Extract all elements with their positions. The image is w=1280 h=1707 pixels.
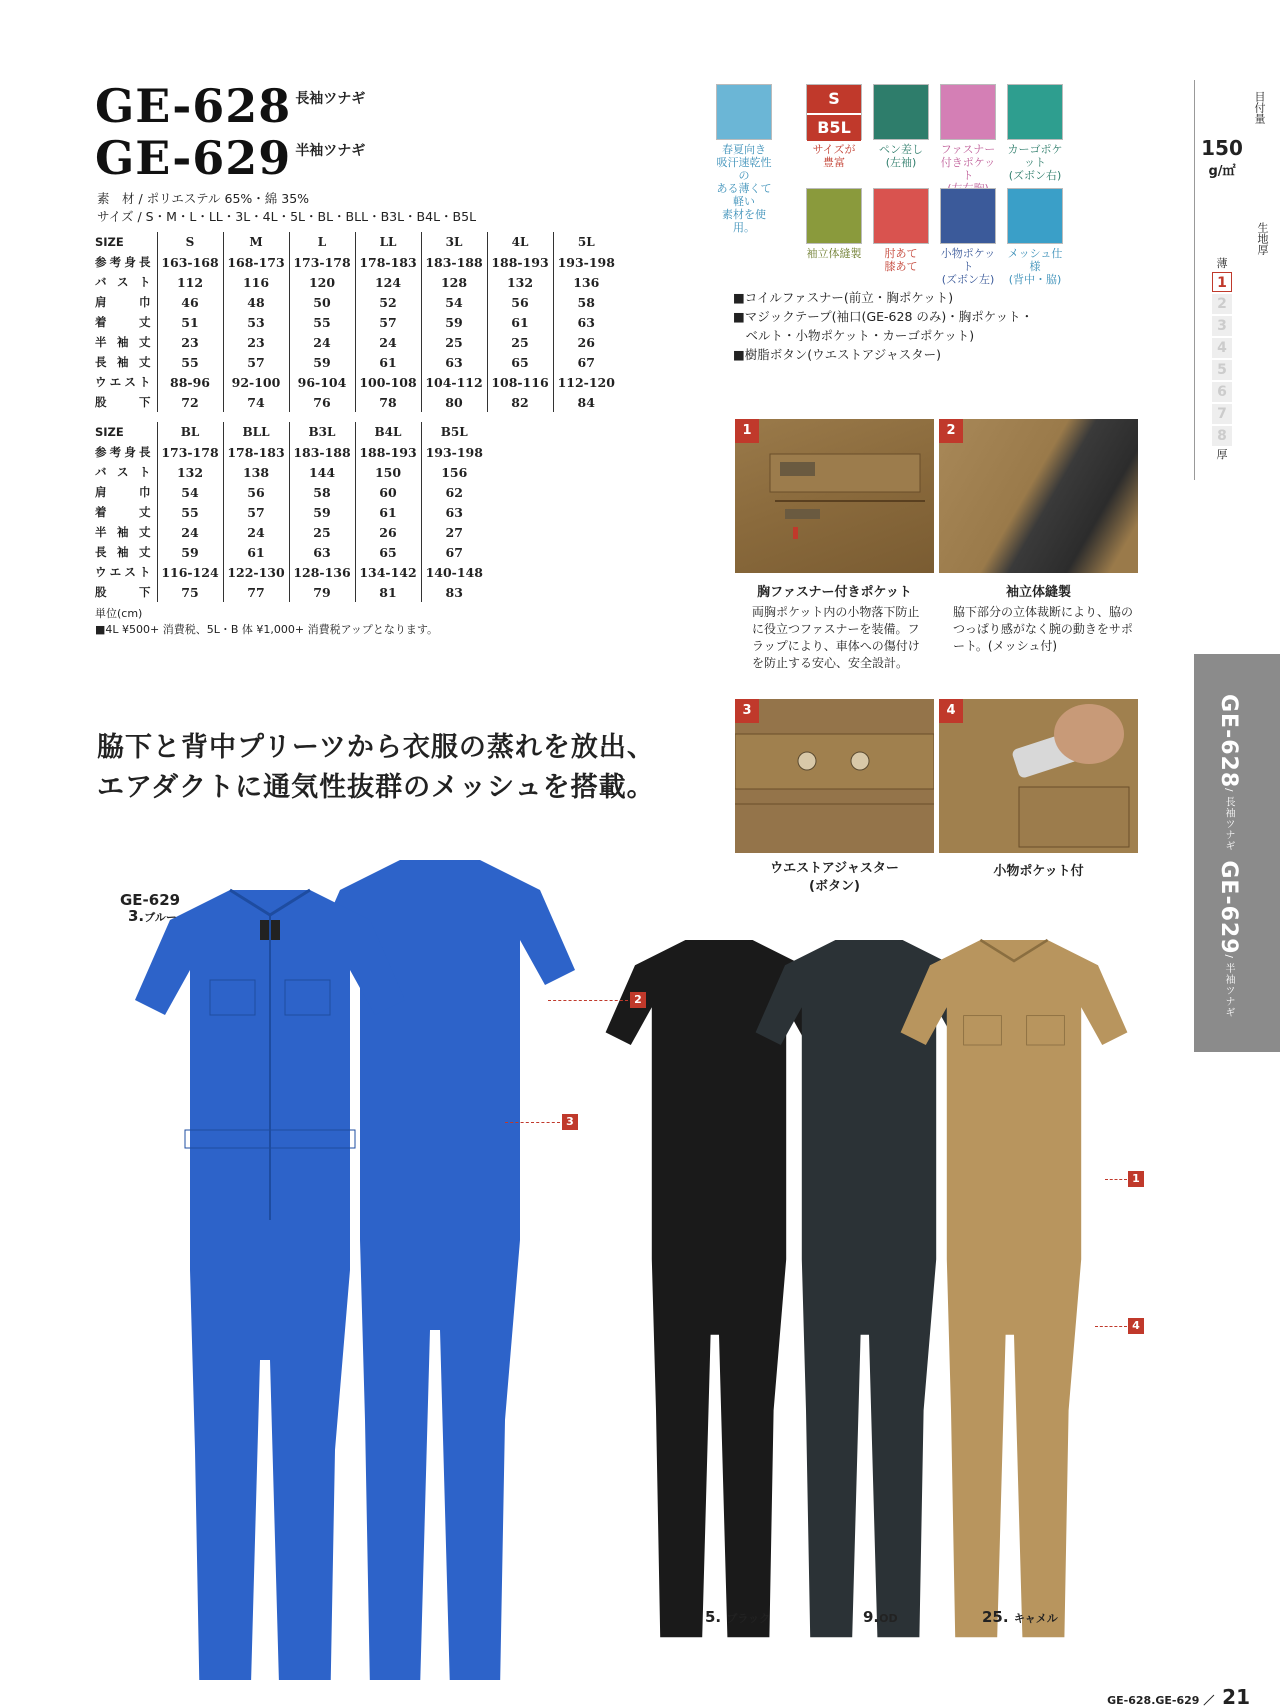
- size-cell: 188-193: [355, 442, 421, 462]
- size-cell: 3L: [421, 232, 487, 252]
- size-cell: 61: [355, 352, 421, 372]
- size-cell: 178-183: [223, 442, 289, 462]
- size-cell: 57: [355, 312, 421, 332]
- size-row: [95, 292, 619, 312]
- size-table-big: [95, 422, 487, 602]
- size-cell: 96-104: [289, 372, 355, 392]
- footer-slash: ／: [1203, 1694, 1215, 1707]
- callout-3: 3: [562, 1114, 578, 1130]
- unit-note: 単位(cm): [95, 607, 143, 620]
- tab-model: GE-629: [1216, 860, 1241, 955]
- callout-2: 2: [630, 992, 646, 1008]
- size-row: [95, 502, 487, 522]
- size-cell: 4L: [487, 232, 553, 252]
- size-cell: 144: [289, 462, 355, 482]
- size-cell: 57: [223, 502, 289, 522]
- thickness-level: 4: [1212, 338, 1232, 358]
- detail-desc: 両胸ポケット内の小物落下防止に役立つファスナーを装備。フラップにより、車体への傷付けを防止する安心、安全設計。: [752, 605, 920, 670]
- icon-caption: ペン差し (左袖): [879, 143, 923, 169]
- size-row-label: 長袖丈: [95, 545, 151, 559]
- size-row-label: 肩 巾: [95, 295, 151, 309]
- garments-illustration: [90, 860, 1190, 1680]
- size-cell: 25: [421, 332, 487, 352]
- size-cell: 57: [223, 352, 289, 372]
- page-footer: [1107, 1685, 1250, 1707]
- size-range-icon: [806, 84, 862, 140]
- detail-number: 2: [939, 419, 963, 443]
- detail-photo-sleeve: [939, 419, 1138, 573]
- size-cell: 150: [355, 462, 421, 482]
- size-b5l-label: B5L: [807, 115, 861, 141]
- size-row: [95, 562, 487, 582]
- detail-title: ウエストアジャスター (ボタン): [770, 861, 899, 894]
- icon-caption: 肘あて 膝あて: [884, 247, 918, 273]
- tab-model: GE-628: [1216, 694, 1241, 789]
- size-cell: 53: [223, 312, 289, 332]
- size-cell: 72: [157, 392, 223, 412]
- size-cell: 67: [553, 352, 619, 372]
- waist-adjuster-illustration: [735, 699, 934, 853]
- feature-item: ベルト・小物ポケット・カーゴポケット): [733, 328, 975, 343]
- size-row-label: 股 下: [95, 395, 151, 409]
- size-cell: 138: [223, 462, 289, 482]
- size-row: [95, 582, 487, 602]
- size-cell: 193-198: [421, 442, 487, 462]
- icon-caption: メッシュ仕様 (背中・脇): [1007, 247, 1063, 286]
- main-model-label: [120, 892, 180, 926]
- thickness-level: 7: [1212, 404, 1232, 424]
- detail-desc: 脇下部分の立体裁断により、脇のつっぱり感がなく腕の動きをサポート。(メッシュ付): [953, 605, 1134, 653]
- size-cell: 48: [223, 292, 289, 312]
- size-cell: 79: [289, 582, 355, 602]
- icon-caption: 春夏向き 吸汗速乾性の ある薄くて軽い 素材を使用。: [716, 143, 772, 234]
- size-cell: 59: [289, 502, 355, 522]
- detail-number: 4: [939, 699, 963, 723]
- zipper-pocket-icon: [940, 84, 996, 140]
- size-row: [95, 462, 487, 482]
- size-cell: 74: [223, 392, 289, 412]
- size-row: [95, 252, 619, 272]
- spring-summer-feature: [714, 84, 774, 234]
- garment-black: [606, 940, 833, 1637]
- size-row-label: バスト: [95, 275, 151, 289]
- color-name: ブラック: [726, 1612, 771, 1625]
- callout-1: 1: [1128, 1171, 1144, 1187]
- detail-photo-small-pocket: [939, 699, 1138, 853]
- cargo-pocket-feature: [1005, 84, 1065, 182]
- 3d-sleeve-icon: [806, 188, 862, 244]
- color-name: OD: [879, 1612, 898, 1625]
- size-cell: 163-168: [157, 252, 223, 272]
- size-cell: 63: [289, 542, 355, 562]
- size-cell: 156: [421, 462, 487, 482]
- thickness-level: 5: [1212, 360, 1232, 380]
- thickness-label: 生地厚: [1256, 221, 1269, 255]
- size-cell: 77: [223, 582, 289, 602]
- size-range-feature: [804, 84, 864, 169]
- model-tab-text: [1216, 694, 1241, 1018]
- size-cell: 80: [421, 392, 487, 412]
- size-cell: 122-130: [223, 562, 289, 582]
- size-cell: BLL: [223, 422, 289, 442]
- material-line: 素 材 / ポリエステル 65%・綿 35%: [97, 191, 310, 206]
- size-cell: 55: [157, 352, 223, 372]
- size-cell: 67: [421, 542, 487, 562]
- size-cell: 55: [289, 312, 355, 332]
- size-cell: 75: [157, 582, 223, 602]
- size-cell: 92-100: [223, 372, 289, 392]
- size-row: [95, 542, 487, 562]
- size-cell: 46: [157, 292, 223, 312]
- size-cell: 136: [553, 272, 619, 292]
- catch-line: エアダクトに通気性抜群のメッシュを搭載。: [97, 772, 655, 803]
- size-header-row: [95, 232, 619, 252]
- size-range-line: サイズ / S・M・L・LL・3L・4L・5L・BL・BLL・B3L・B4L・B5L: [97, 209, 477, 224]
- detail-title: 小物ポケット付: [993, 864, 1084, 879]
- size-cell: 100-108: [355, 372, 421, 392]
- size-cell: 26: [355, 522, 421, 542]
- size-cell: 132: [487, 272, 553, 292]
- pen-holder-feature: [871, 84, 931, 169]
- model-row-629: [95, 132, 365, 184]
- size-cell: 62: [421, 482, 487, 502]
- feature-item: ■マジックテープ(袖口(GE-628 のみ)・胸ポケット・: [733, 309, 1034, 324]
- callout-line: [1095, 1326, 1127, 1327]
- size-cell: 178-183: [355, 252, 421, 272]
- detail-title: 胸ファスナー付きポケット: [757, 585, 912, 600]
- size-cell: 128-136: [289, 562, 355, 582]
- model-number: GE-629: [95, 131, 292, 185]
- detail-number: 3: [735, 699, 759, 723]
- size-cell: 24: [223, 522, 289, 542]
- color-number: 3.: [128, 907, 145, 925]
- 3d-sleeve-feature: [804, 188, 864, 260]
- size-cell: 51: [157, 312, 223, 332]
- size-cell: 24: [355, 332, 421, 352]
- size-cell: S: [157, 232, 223, 252]
- spring-summer-icon: [716, 84, 772, 140]
- size-cell: 116-124: [157, 562, 223, 582]
- thin-label: 薄: [1216, 257, 1228, 270]
- catch-line: 脇下と背中プリーツから衣服の蒸れを放出、: [97, 732, 655, 763]
- size-row: [95, 312, 619, 332]
- notes: [95, 606, 438, 638]
- size-cell: 59: [289, 352, 355, 372]
- elbow-knee-feature: [871, 188, 931, 273]
- size-row: [95, 332, 619, 352]
- size-row-label: 参考身長: [95, 255, 151, 269]
- size-cell: 88-96: [157, 372, 223, 392]
- footer-models: GE-628.GE-629: [1107, 1694, 1200, 1707]
- size-cell: 52: [355, 292, 421, 312]
- sidebar: [1195, 88, 1280, 461]
- size-cell: 23: [157, 332, 223, 352]
- size-cell: 60: [355, 482, 421, 502]
- size-cell: 56: [223, 482, 289, 502]
- color-label-black: [705, 1608, 770, 1626]
- color-label-camel: [982, 1608, 1058, 1626]
- size-cell: 188-193: [487, 252, 553, 272]
- page-number: 21: [1222, 1685, 1250, 1707]
- size-cell: 76: [289, 392, 355, 412]
- size-cell: L: [289, 232, 355, 252]
- thickness-level: 6: [1212, 382, 1232, 402]
- size-cell: 23: [223, 332, 289, 352]
- size-cell: 108-116: [487, 372, 553, 392]
- size-row-label: 半袖丈: [95, 525, 151, 539]
- size-cell: 193-198: [553, 252, 619, 272]
- size-cell: 112: [157, 272, 223, 292]
- size-cell: 61: [355, 502, 421, 522]
- detail-title: 袖立体縫製: [1005, 585, 1071, 600]
- detail-photo-chest-pocket: [735, 419, 934, 573]
- size-row: [95, 482, 487, 502]
- color-number: 25.: [982, 1608, 1009, 1626]
- size-cell: 63: [421, 502, 487, 522]
- size-cell: 58: [553, 292, 619, 312]
- color-name: ブルー: [144, 911, 177, 924]
- material-info: [97, 190, 476, 226]
- size-cell: 128: [421, 272, 487, 292]
- size-cell: B5L: [421, 422, 487, 442]
- thick-label: 厚: [1216, 448, 1228, 461]
- icon-caption: カーゴポケット (ズボン右): [1007, 143, 1063, 182]
- feature-item: ■樹脂ボタン(ウエストアジャスター): [733, 347, 941, 362]
- size-row: [95, 522, 487, 542]
- mesh-icon: [1007, 188, 1063, 244]
- size-s-label: S: [807, 85, 861, 113]
- size-cell: M: [223, 232, 289, 252]
- size-row-label: 長袖丈: [95, 355, 151, 369]
- small-pocket-feature: [938, 188, 998, 286]
- thickness-level: 8: [1212, 426, 1232, 446]
- mesh-feature: [1005, 188, 1065, 286]
- size-cell: 5L: [553, 232, 619, 252]
- model-subtitle: 長袖ツナギ: [295, 91, 366, 107]
- size-cell: 140-148: [421, 562, 487, 582]
- icon-caption: 小物ポケット (ズボン左): [940, 247, 996, 286]
- title-block: [95, 80, 365, 184]
- size-row-label: 着 丈: [95, 315, 151, 329]
- size-row-label: SIZE: [95, 425, 124, 439]
- size-cell: 82: [487, 392, 553, 412]
- chest-pocket-illustration: [735, 419, 934, 573]
- size-cell: BL: [157, 422, 223, 442]
- tab-subtitle: / 長袖ツナギ: [1223, 788, 1234, 852]
- size-cell: 83: [421, 582, 487, 602]
- color-number: 9.: [863, 1608, 880, 1626]
- thickness-scale: [1195, 272, 1280, 446]
- size-row-label: SIZE: [95, 235, 124, 249]
- size-cell: 25: [487, 332, 553, 352]
- size-cell: 63: [553, 312, 619, 332]
- size-cell: 54: [157, 482, 223, 502]
- feature-list: [733, 288, 1033, 364]
- thickness-level: 3: [1212, 316, 1232, 336]
- pen-holder-icon: [873, 84, 929, 140]
- size-cell: 183-188: [289, 442, 355, 462]
- color-name: キャメル: [1013, 1612, 1058, 1625]
- thickness-level: 1: [1212, 272, 1232, 292]
- size-cell: 61: [223, 542, 289, 562]
- weight-unit: g/㎡: [1208, 164, 1236, 179]
- size-cell: 59: [421, 312, 487, 332]
- detail-number: 1: [735, 419, 759, 443]
- size-cell: 78: [355, 392, 421, 412]
- size-row-label: 半袖丈: [95, 335, 151, 349]
- weight-label: 目付量: [1253, 90, 1266, 124]
- size-row: [95, 442, 487, 462]
- size-row: [95, 392, 619, 412]
- size-row: [95, 272, 619, 292]
- size-row-label: 着 丈: [95, 505, 151, 519]
- model-tab: [1194, 654, 1280, 1052]
- weight-value: 150: [1201, 136, 1243, 160]
- size-table-regular: [95, 232, 619, 412]
- detail-photo-waist: [735, 699, 934, 853]
- size-cell: 104-112: [421, 372, 487, 392]
- model-number: GE-628: [95, 79, 292, 133]
- color-number: 5.: [705, 1608, 722, 1626]
- size-cell: 81: [355, 582, 421, 602]
- model-row-628: [95, 80, 365, 132]
- size-cell: B3L: [289, 422, 355, 442]
- size-cell: 59: [157, 542, 223, 562]
- size-row: [95, 372, 619, 392]
- elbow-knee-icon: [873, 188, 929, 244]
- size-cell: 173-178: [289, 252, 355, 272]
- size-cell: 132: [157, 462, 223, 482]
- size-cell: 63: [421, 352, 487, 372]
- size-cell: 61: [487, 312, 553, 332]
- size-cell: 56: [487, 292, 553, 312]
- small-pocket-icon: [940, 188, 996, 244]
- size-cell: 84: [553, 392, 619, 412]
- size-cell: 55: [157, 502, 223, 522]
- size-row-label: ウエスト: [95, 375, 151, 389]
- callout-line: [505, 1122, 560, 1123]
- price-note: ■4L ¥500+ 消費税、5L・B 体 ¥1,000+ 消費税アップとなります。: [95, 623, 438, 636]
- size-header-row: [95, 422, 487, 442]
- model-subtitle: 半袖ツナギ: [295, 143, 366, 159]
- icon-caption: サイズが 豊富: [812, 143, 856, 169]
- size-cell: 173-178: [157, 442, 223, 462]
- size-cell: 65: [355, 542, 421, 562]
- size-cell: 27: [421, 522, 487, 542]
- icon-caption: 袖立体縫製: [806, 247, 862, 260]
- size-cell: 183-188: [421, 252, 487, 272]
- callout-line: [548, 1000, 628, 1001]
- small-pocket-illustration: [939, 699, 1138, 853]
- size-cell: 120: [289, 272, 355, 292]
- size-cell: 116: [223, 272, 289, 292]
- size-cell: 124: [355, 272, 421, 292]
- size-cell: 134-142: [355, 562, 421, 582]
- size-cell: 25: [289, 522, 355, 542]
- size-cell: 65: [487, 352, 553, 372]
- size-cell: 24: [157, 522, 223, 542]
- size-cell: 112-120: [553, 372, 619, 392]
- size-cell: 24: [289, 332, 355, 352]
- main-model: GE-629: [120, 891, 181, 909]
- zipper-pocket-feature: [938, 84, 998, 195]
- catch-copy: [97, 728, 655, 808]
- icon-caption: ファスナー 付きポケット: [940, 143, 996, 182]
- size-row: [95, 352, 619, 372]
- callout-4: 4: [1128, 1318, 1144, 1334]
- color-label-od: [863, 1608, 898, 1626]
- feature-item: ■コイルファスナー(前立・胸ポケット): [733, 290, 954, 305]
- size-row-label: 股 下: [95, 585, 151, 599]
- size-cell: 168-173: [223, 252, 289, 272]
- size-row-label: 肩 巾: [95, 485, 151, 499]
- size-row-label: バスト: [95, 465, 151, 479]
- size-cell: 54: [421, 292, 487, 312]
- size-cell: 50: [289, 292, 355, 312]
- size-cell: 58: [289, 482, 355, 502]
- callout-line: [1105, 1179, 1127, 1180]
- tab-subtitle: / 半袖ツナギ: [1223, 954, 1234, 1019]
- thickness-level: 2: [1212, 294, 1232, 314]
- size-row-label: 参考身長: [95, 445, 151, 459]
- cargo-pocket-icon: [1007, 84, 1063, 140]
- size-cell: 26: [553, 332, 619, 352]
- size-cell: LL: [355, 232, 421, 252]
- size-cell: B4L: [355, 422, 421, 442]
- size-row-label: ウエスト: [95, 565, 151, 579]
